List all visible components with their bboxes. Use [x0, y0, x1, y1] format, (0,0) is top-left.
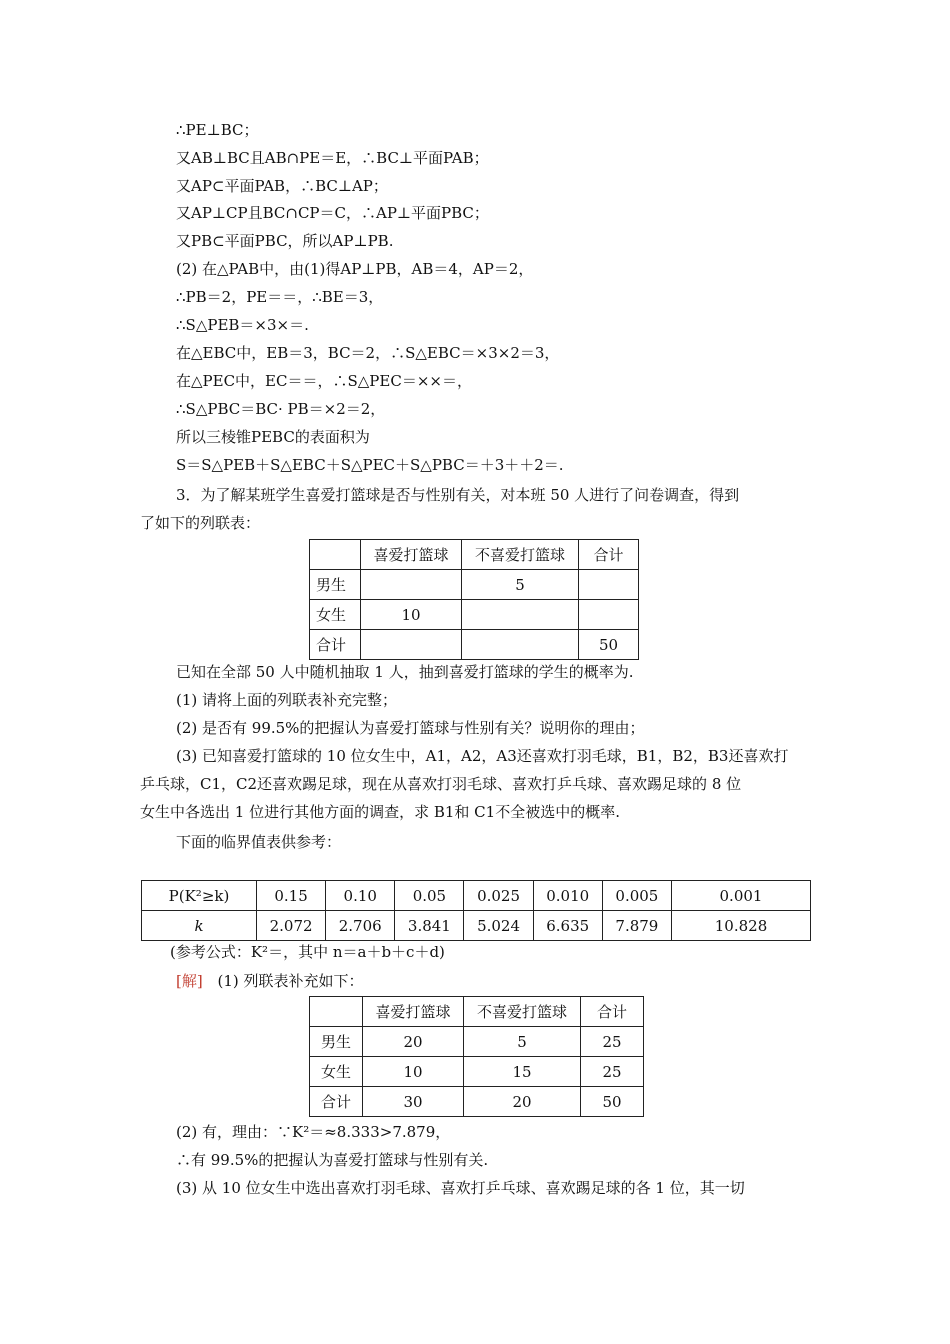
table-row — [142, 911, 811, 941]
table-row — [310, 1027, 644, 1057]
table-header-cell: 不喜爱打篮球 — [464, 997, 581, 1027]
proof-line-1: ∴PE⊥BC； — [176, 121, 259, 139]
table-cell: 0.025 — [464, 881, 533, 911]
proof-line-12: 所以三棱锥PEBC的表面积为 — [176, 428, 370, 446]
table-header-cell: 喜爱打篮球 — [361, 540, 462, 570]
proof-line-10: 在△PEC中，EC＝＝，∴S△PEC＝××＝， — [176, 372, 472, 390]
table-cell: 30 — [363, 1087, 464, 1117]
table-cell: 6.635 — [533, 911, 602, 941]
proof-line-8: ∴S△PEB＝×3×＝. — [176, 316, 309, 334]
proof-line-11: ∴S△PBC＝BC· PB＝×2＝2， — [176, 400, 386, 418]
table-header-cell: P(K²≥k) — [142, 881, 257, 911]
question-3-line-1: (3) 已知喜爱打篮球的 10 位女生中，A1，A2，A3还喜欢打羽毛球，B1，B2，B3还喜欢打 — [176, 747, 789, 765]
table-row — [310, 600, 639, 630]
table-cell: 男生 — [310, 1027, 363, 1057]
contingency-table-filled — [309, 996, 644, 1117]
table-cell: 0.010 — [533, 881, 602, 911]
table-cell: 合计 — [310, 1087, 363, 1117]
table-cell: 0.05 — [395, 881, 464, 911]
table-row — [310, 1087, 644, 1117]
table-cell — [361, 570, 462, 600]
proof-line-5: 又PB⊂平面PBC，所以AP⊥PB. — [176, 232, 394, 250]
table-cell: 女生 — [310, 1057, 363, 1087]
table-row — [310, 570, 639, 600]
table-cell: 20 — [363, 1027, 464, 1057]
table-cell — [361, 630, 462, 660]
table-cell: 10 — [361, 600, 462, 630]
table-cell: 0.005 — [602, 881, 671, 911]
proof-line-4: 又AP⊥CP且BC∩CP＝C，∴AP⊥平面PBC； — [176, 204, 489, 222]
table-cell: 2.706 — [326, 911, 395, 941]
table-header-cell: 喜爱打篮球 — [363, 997, 464, 1027]
table-cell: 15 — [464, 1057, 581, 1087]
table-row — [142, 881, 811, 911]
reference-note: 下面的临界值表供参考： — [176, 833, 342, 851]
problem-intro-line-2: 了如下的列联表： — [140, 514, 261, 532]
solution-step-2: (2) 有，理由：∵K²＝≈8.333>7.879， — [176, 1123, 451, 1141]
table-cell: 50 — [579, 630, 639, 660]
proof-line-9: 在△EBC中，EB＝3，BC＝2，∴S△EBC＝×3×2＝3， — [176, 344, 560, 362]
table-cell: 男生 — [310, 570, 361, 600]
solution-tag: [解] — [176, 972, 203, 990]
table-cell — [579, 570, 639, 600]
table-row — [310, 540, 639, 570]
table-cell: 5 — [464, 1027, 581, 1057]
table-header-cell: k — [142, 911, 257, 941]
problem-intro-line-1: 3．为了解某班学生喜爱打篮球是否与性别有关，对本班 50 人进行了问卷调查，得到 — [176, 486, 740, 504]
table-row — [310, 1057, 644, 1087]
table-cell: 20 — [464, 1087, 581, 1117]
table-cell: 5.024 — [464, 911, 533, 941]
reference-formula: (参考公式：K²＝，其中 n＝a＋b＋c＋d) — [170, 943, 445, 961]
table-cell: 50 — [581, 1087, 644, 1117]
table-header-cell — [310, 540, 361, 570]
given-text: 已知在全部 50 人中随机抽取 1 人，抽到喜爱打篮球的学生的概率为. — [176, 663, 634, 681]
question-1: (1) 请将上面的列联表补充完整； — [176, 691, 398, 709]
table-cell: 25 — [581, 1057, 644, 1087]
table-cell: 5 — [462, 570, 579, 600]
proof-line-13: S＝S△PEB＋S△EBC＋S△PEC＋S△PBC＝＋3＋＋2＝. — [176, 456, 564, 474]
solution-step-1: (1) 列联表补充如下： — [217, 972, 364, 990]
table-cell: 3.841 — [395, 911, 464, 941]
proof-line-2: 又AB⊥BC且AB∩PE＝E，∴BC⊥平面PAB； — [176, 149, 489, 167]
table-cell: 合计 — [310, 630, 361, 660]
table-cell: 0.001 — [672, 881, 811, 911]
question-3-line-3: 女生中各选出 1 位进行其他方面的调查，求 B1和 C1不全被选中的概率. — [140, 803, 620, 821]
table-cell: 25 — [581, 1027, 644, 1057]
critical-value-table — [141, 880, 811, 941]
table-cell: 7.879 — [602, 911, 671, 941]
table-header-cell: 合计 — [581, 997, 644, 1027]
table-cell: 10 — [363, 1057, 464, 1087]
contingency-table-blank — [309, 539, 639, 660]
table-cell: 2.072 — [257, 911, 326, 941]
table-cell — [462, 600, 579, 630]
table-cell — [579, 600, 639, 630]
table-row — [310, 630, 639, 660]
table-cell: 0.10 — [326, 881, 395, 911]
table-header-cell — [310, 997, 363, 1027]
proof-line-6: (2) 在△PAB中，由(1)得AP⊥PB，AB＝4，AP＝2， — [176, 260, 534, 278]
solution-step-3: (3) 从 10 位女生中选出喜欢打羽毛球、喜欢打乒乓球、喜欢踢足球的各 1 位，其一切 — [176, 1179, 745, 1197]
table-cell: 0.15 — [257, 881, 326, 911]
question-3-line-2: 乒乓球，C1，C2还喜欢踢足球，现在从喜欢打羽毛球、喜欢打乒乓球、喜欢踢足球的 8 位 — [140, 775, 742, 793]
table-row — [310, 997, 644, 1027]
proof-line-3: 又AP⊂平面PAB，∴BC⊥AP； — [176, 177, 388, 195]
table-header-cell: 不喜爱打篮球 — [462, 540, 579, 570]
solution-step-2-conclusion: ∴有 99.5%的把握认为喜爱打篮球与性别有关. — [176, 1151, 489, 1169]
table-cell — [462, 630, 579, 660]
solution-start — [176, 971, 364, 991]
proof-line-7: ∴PB＝2，PE＝＝，∴BE＝3， — [176, 288, 384, 306]
table-cell: 10.828 — [672, 911, 811, 941]
question-2: (2) 是否有 99.5%的把握认为喜爱打篮球与性别有关？说明你的理由； — [176, 719, 645, 737]
table-header-cell: 合计 — [579, 540, 639, 570]
table-cell: 女生 — [310, 600, 361, 630]
